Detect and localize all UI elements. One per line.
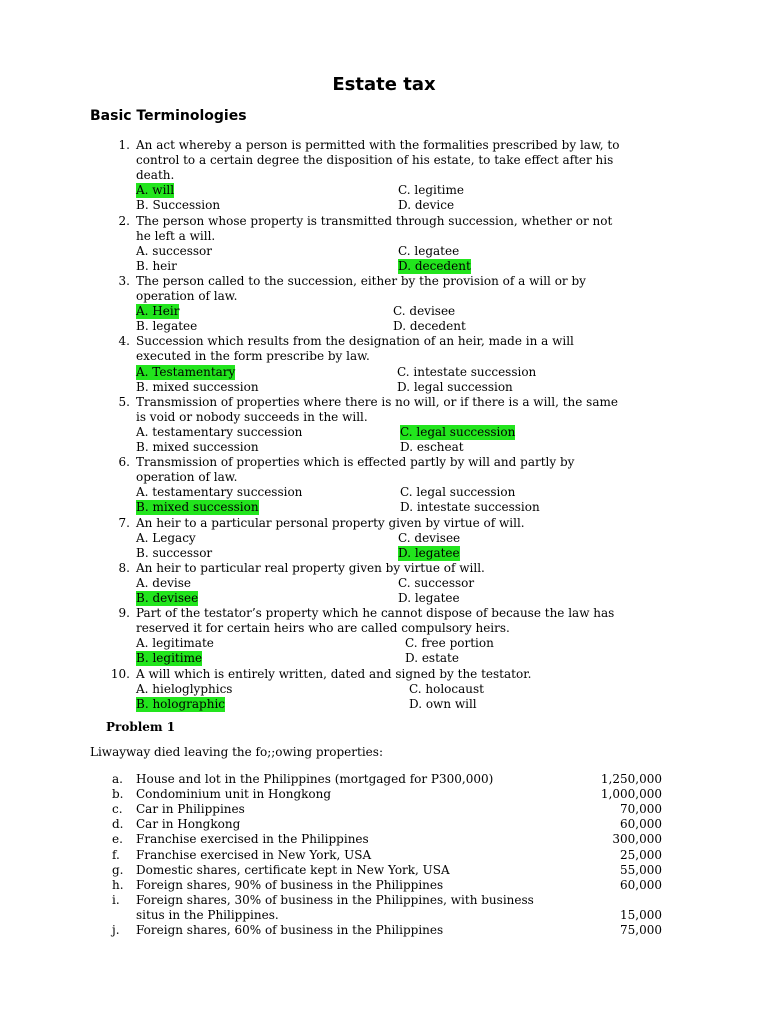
choice-c: C. holocaust	[409, 681, 484, 696]
choice-a: A. testamentary succession	[136, 424, 303, 439]
choice-b: B. mixed succession	[136, 440, 259, 454]
question-text: An heir to a particular personal property given by virtue of will.	[136, 515, 525, 530]
item-letter: i.	[112, 892, 120, 907]
choice-c: C. devisee	[393, 304, 456, 319]
choice-b: B. heir	[136, 258, 177, 273]
question-number: 9.	[118, 606, 130, 621]
choice-a-correct-answer: A. Testamentary	[136, 364, 236, 379]
choice-a: A. legitimate	[136, 636, 214, 651]
choice-c-correct-answer: C. legal succession	[400, 424, 516, 439]
question-text: A will which is entirely written, dated and signed by the testator.	[136, 666, 532, 681]
item-letter: h.	[112, 877, 124, 892]
choice-c: C. intestate succession	[397, 364, 537, 379]
question-number: 5.	[118, 394, 130, 409]
choice-b: B. legatee	[136, 319, 198, 334]
item-letter: e.	[112, 832, 123, 847]
item-value: 70,000	[620, 802, 662, 817]
choice-b-correct-answer: B. devisee	[136, 591, 199, 605]
question-text: reserved it for certain heirs who are called compulsory heirs.	[136, 621, 510, 636]
choice-d: D. legatee	[398, 591, 460, 605]
item-letter: j.	[112, 923, 120, 937]
item-value: 15,000	[620, 907, 662, 922]
item-description: Condominium unit in Hongkong	[136, 787, 332, 802]
choice-d: D. decedent	[393, 319, 466, 334]
choice-a: A. testamentary succession	[136, 485, 303, 500]
choice-d: D. device	[398, 198, 455, 213]
choice-a-correct-answer: A. Heir	[136, 304, 180, 319]
question-text: he left a will.	[136, 228, 216, 243]
item-description: Car in Hongkong	[136, 817, 241, 832]
choice-c: C. devisee	[398, 530, 461, 545]
choice-d-correct-answer: D. decedent	[398, 258, 471, 273]
item-value: 25,000	[620, 847, 662, 862]
item-description: Foreign shares, 60% of business in the Philippines	[136, 923, 444, 937]
choice-a-correct-answer: A. will	[136, 183, 175, 198]
choice-b-correct-answer: B. holographic	[136, 696, 226, 711]
item-value: 300,000	[612, 832, 662, 847]
item-letter: d.	[112, 817, 124, 832]
problem-heading: Problem 1	[106, 720, 176, 734]
question-text: executed in the form prescribe by law.	[136, 349, 370, 364]
choice-c: C. legitime	[398, 183, 464, 198]
choice-b-correct-answer: B. legitime	[136, 651, 203, 666]
choice-a: A. Legacy	[136, 530, 196, 545]
question-text: is void or nobody succeeds in the will.	[136, 409, 368, 424]
question-text: Transmission of properties which is effected partly by will and partly by	[136, 455, 575, 470]
choice-b: B. Succession	[136, 198, 221, 213]
item-description: House and lot in the Philippines (mortgaged for P300,000)	[136, 772, 494, 786]
item-value: 1,000,000	[600, 787, 662, 802]
question-text: Transmission of properties where there is no will, or if there is a will, the same	[136, 394, 618, 409]
item-letter: g.	[112, 862, 124, 877]
choice-d: D. legal succession	[397, 379, 513, 394]
item-letter: a.	[112, 772, 123, 786]
question-number: 1.	[118, 138, 130, 152]
item-letter: c.	[112, 802, 123, 817]
question-text: The person called to the succession, either by the provision of a will or by	[136, 273, 586, 288]
choice-d-correct-answer: D. legatee	[398, 545, 460, 560]
item-description: Foreign shares, 30% of business in the Philippines, with business	[136, 892, 534, 907]
choice-c: C. successor	[398, 575, 475, 590]
question-text: Part of the testator’s property which he cannot dispose of because the law has	[136, 606, 615, 621]
choice-a: A. devise	[136, 575, 191, 590]
question-text: control to a certain degree the disposition of his estate, to take effect after his	[136, 153, 614, 168]
item-description: situs in the Philippines.	[136, 907, 279, 922]
document-title: Estate tax	[332, 74, 436, 95]
question-number: 7.	[118, 515, 130, 530]
choice-b: B. successor	[136, 545, 213, 560]
choice-b: B. mixed succession	[136, 379, 259, 394]
section-heading: Basic Terminologies	[90, 108, 247, 124]
item-value: 55,000	[620, 862, 662, 877]
question-number: 8.	[118, 560, 130, 575]
question-number: 6.	[118, 455, 130, 470]
item-description: Franchise exercised in New York, USA	[136, 847, 372, 862]
choice-c: C. legal succession	[400, 485, 516, 500]
choice-a: A. successor	[136, 243, 213, 258]
choice-c: C. free portion	[405, 636, 494, 651]
item-value: 75,000	[620, 923, 662, 937]
question-number: 4.	[118, 334, 130, 349]
question-number: 3.	[118, 273, 130, 288]
choice-d: D. own will	[409, 696, 477, 711]
item-description: Car in Philippines	[136, 802, 245, 817]
problem-intro: Liwayway died leaving the fo;;owing properties:	[90, 745, 383, 759]
item-value: 60,000	[620, 817, 662, 832]
question-number: 2.	[118, 213, 130, 228]
question-text: An act whereby a person is permitted with the formalities prescribed by law, to	[136, 138, 620, 152]
choice-a: A. hieloglyphics	[136, 681, 233, 696]
choice-d: D. escheat	[400, 440, 464, 454]
question-text: An heir to particular real property given by virtue of will.	[136, 560, 485, 575]
item-value: 60,000	[620, 877, 662, 892]
question-text: The person whose property is transmitted through succession, whether or not	[136, 213, 613, 228]
item-description: Franchise exercised in the Philippines	[136, 832, 369, 847]
question-text: operation of law.	[136, 289, 238, 303]
choice-d: D. estate	[405, 651, 459, 666]
question-text: death.	[136, 168, 175, 183]
question-number: 10.	[110, 666, 130, 681]
item-letter: b.	[112, 787, 124, 802]
choice-d: D. intestate succession	[400, 500, 540, 515]
choice-c: C. legatee	[398, 243, 460, 258]
choice-b-correct-answer: B. mixed succession	[136, 500, 259, 515]
item-letter: f.	[112, 847, 120, 862]
item-description: Domestic shares, certificate kept in New York, USA	[136, 862, 450, 877]
item-description: Foreign shares, 90% of business in the Philippines	[136, 877, 444, 892]
item-value: 1,250,000	[600, 772, 662, 786]
question-text: operation of law.	[136, 470, 238, 485]
question-text: Succession which results from the designation of an heir, made in a will	[136, 334, 574, 349]
